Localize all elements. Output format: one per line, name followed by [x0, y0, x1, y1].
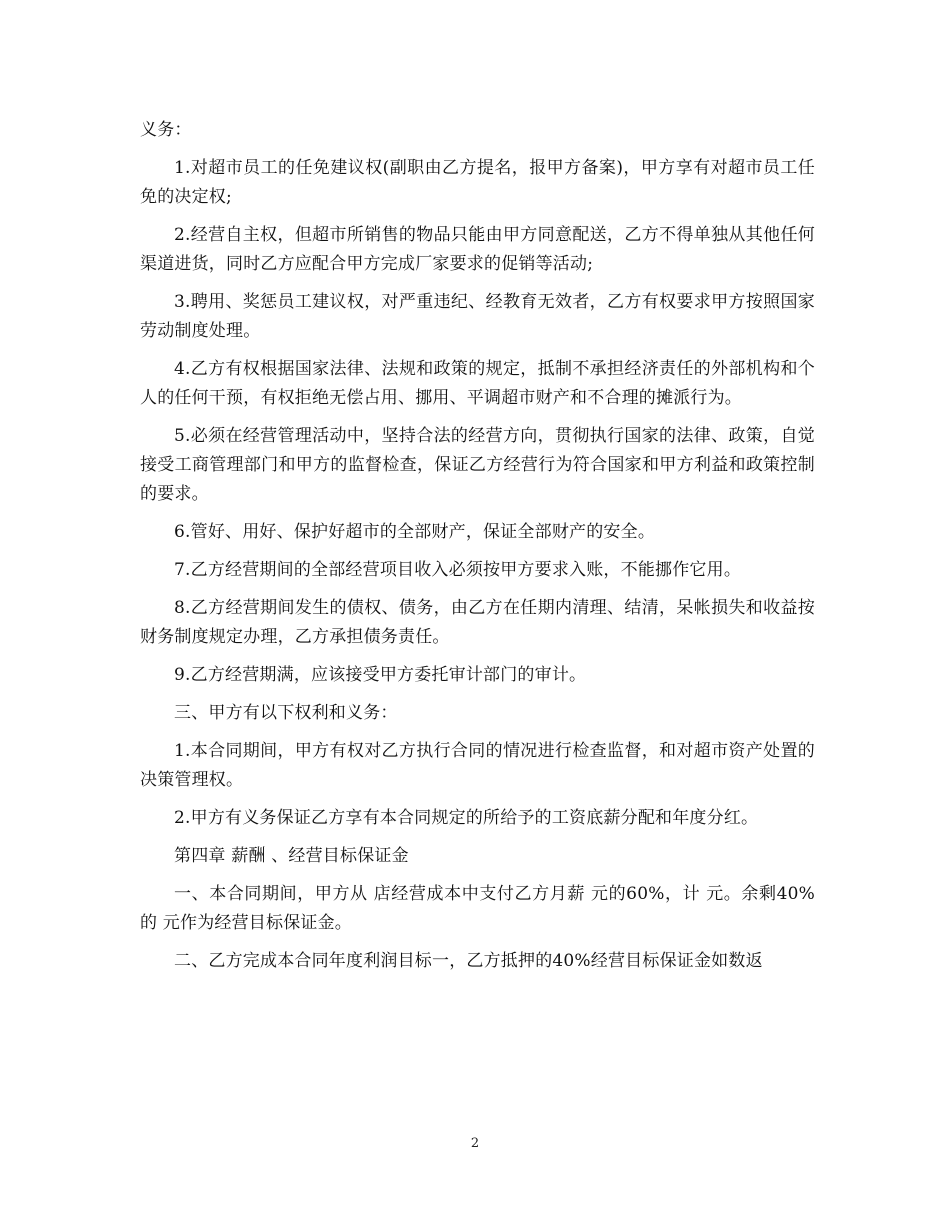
section-heading: 三、甲方有以下权利和义务： — [174, 703, 398, 723]
paragraph: 5.必须在经营管理活动中，坚持合法的经营方向，贯彻执行国家的法律、政策，自觉接受工商管理部门和甲方的监督检查，保证乙方经营行为符合国家和甲方利益和政策控制的要求。 — [140, 426, 815, 504]
document-body — [140, 116, 815, 985]
paragraph: 2.经营自主权，但超市所销售的物品只能由甲方同意配送，乙方不得单独从其他任何渠道进货，同时乙方应配合甲方完成厂家要求的促销等活动; — [140, 225, 815, 274]
paragraph: 一、本合同期间，甲方从 店经营成本中支付乙方月薪 元的60%，计 元。余剩40% 的 元作为经营目标保证金。 — [140, 884, 815, 933]
paragraph: 4.乙方有权根据国家法律、法规和政策的规定，抵制不承担经济责任的外部机构和个人的任何干预，有权拒绝无偿占用、挪用、平调超市财产和不合理的摊派行为。 — [140, 359, 815, 408]
paragraph: 二、乙方完成本合同年度利润目标一，乙方抵押的40%经营目标保证金如数返 — [174, 951, 763, 971]
paragraph: 1.本合同期间，甲方有权对乙方执行合同的情况进行检查监督，和对超市资产处置的决策管理权。 — [140, 741, 815, 790]
paragraph: 8.乙方经营期间发生的债权、债务，由乙方在任期内清理、结清，呆帐损失和收益按财务制度规定办理，乙方承担债务责任。 — [140, 598, 815, 647]
paragraph: 3.聘用、奖惩员工建议权，对严重违纪、经教育无效者，乙方有权要求甲方按照国家劳动制度处理。 — [140, 292, 815, 341]
paragraph: 义务： — [140, 120, 192, 140]
paragraph: 1.对超市员工的任免建议权(副职由乙方提名，报甲方备案)，甲方享有对超市员工任免的决定权; — [140, 158, 815, 207]
chapter-heading: 第四章 薪酬 、经营目标保证金 — [174, 846, 409, 866]
page-number: 2 — [470, 1136, 480, 1151]
paragraph: 6.管好、用好、保护好超市的全部财产，保证全部财产的安全。 — [174, 522, 656, 542]
paragraph: 9.乙方经营期满，应该接受甲方委托审计部门的审计。 — [174, 665, 587, 685]
paragraph: 2.甲方有义务保证乙方享有本合同规定的所给予的工资底薪分配和年度分红。 — [174, 808, 759, 828]
paragraph: 7.乙方经营期间的全部经营项目收入必须按甲方要求入账，不能挪作它用。 — [174, 560, 742, 580]
